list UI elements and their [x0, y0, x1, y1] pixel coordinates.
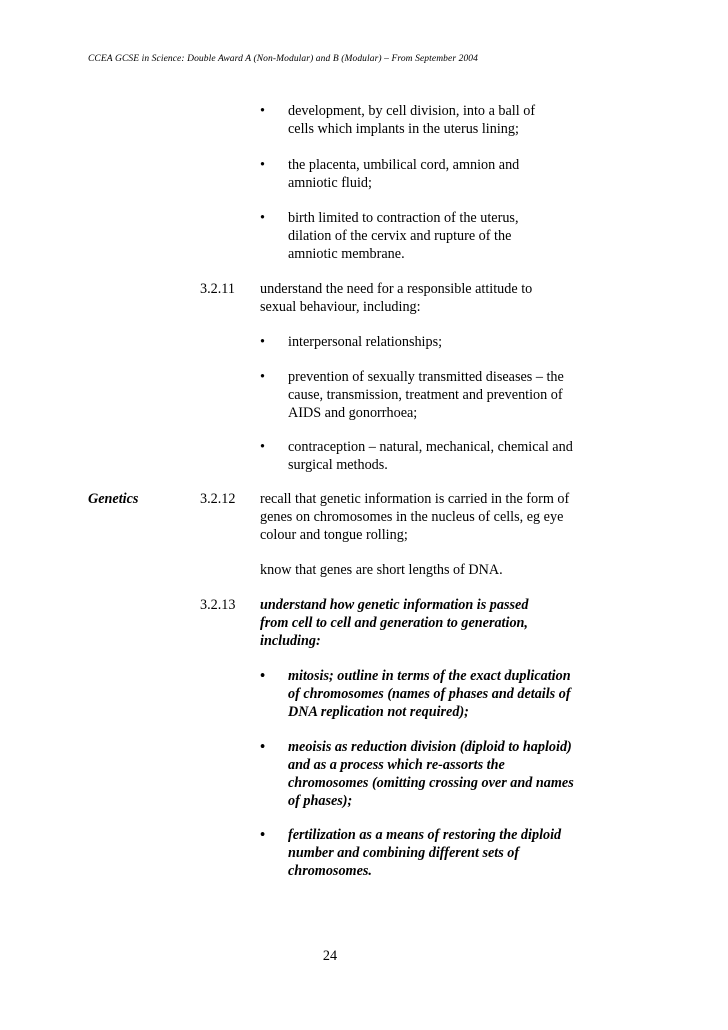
bullet-symbol: • [260, 739, 265, 755]
item-text: understand the need for a responsible attitude to sexual behaviour, including: [260, 281, 533, 315]
item-number: 3.2.13 [200, 597, 236, 613]
bullet-item: interpersonal relationships; [288, 334, 443, 350]
item-number: 3.2.12 [200, 491, 236, 507]
bullet-symbol: • [260, 334, 265, 350]
item-number: 3.2.11 [200, 281, 235, 297]
item-text: recall that genetic information is carried in the form of genes on chromosomes in the nucleus of cells, eg eye colour and tongue rolling; [260, 491, 570, 543]
bullet-item: fertilization as a means of restoring the diploid number and combining different sets of chromosomes. [288, 827, 562, 879]
page-number: 24 [322, 948, 338, 964]
section-heading-genetics: Genetics [88, 491, 139, 507]
bullet-item: birth limited to contraction of the uterus, dilation of the cervix and rupture of the amniotic membrane. [288, 210, 519, 262]
bullet-symbol: • [260, 157, 265, 173]
bullet-item: contraception – natural, mechanical, chemical and surgical methods. [288, 439, 573, 473]
bullet-symbol: • [260, 827, 265, 843]
bullet-item: prevention of sexually transmitted diseases – the cause, transmission, treatment and prevention of AIDS and gonorrhoea; [288, 369, 564, 421]
bullet-symbol: • [260, 103, 265, 119]
bullet-item: meoisis as reduction division (diploid to haploid) and as a process which re-assorts the chromosomes (omitting crossing over and names of phases); [288, 739, 574, 809]
bullet-item: the placenta, umbilical cord, amnion and amniotic fluid; [288, 157, 520, 191]
bullet-item: development, by cell division, into a ball of cells which implants in the uterus lining; [288, 103, 536, 137]
item-text: know that genes are short lengths of DNA. [260, 562, 503, 578]
bullet-symbol: • [260, 668, 265, 684]
bullet-item: mitosis; outline in terms of the exact duplication of chromosomes (names of phases and details of DNA replication not required); [288, 668, 571, 720]
bullet-symbol: • [260, 439, 265, 455]
bullet-symbol: • [260, 210, 265, 226]
running-header: CCEA GCSE in Science: Double Award A (Non-Modular) and B (Modular) – From September 2004 [88, 54, 478, 64]
item-text: understand how genetic information is passed from cell to cell and generation to generation, including: [260, 597, 529, 649]
bullet-symbol: • [260, 369, 265, 385]
